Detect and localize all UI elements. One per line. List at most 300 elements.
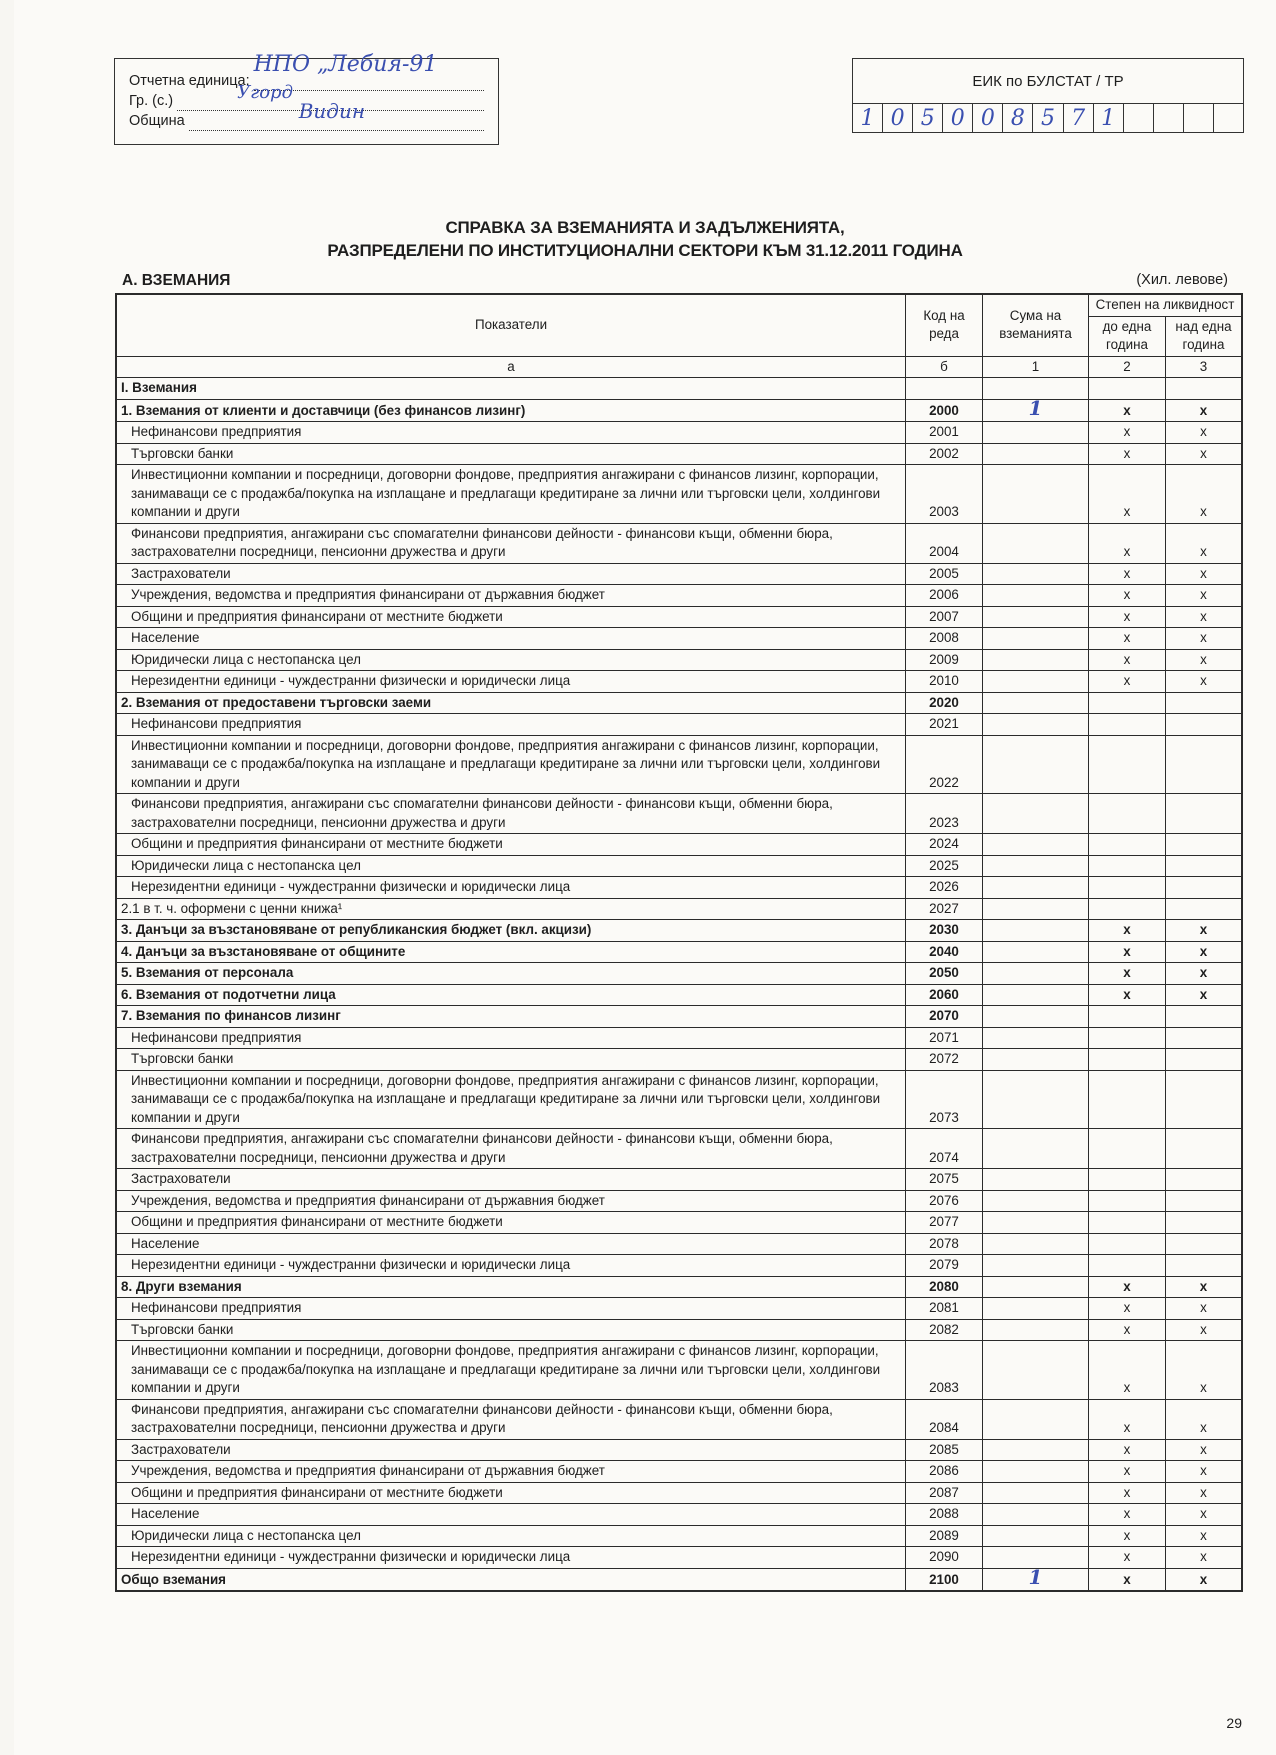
row-code: 2007 (906, 606, 983, 628)
handwritten-value: 1 (1028, 395, 1043, 420)
table-row (116, 920, 1242, 942)
row-code: 2008 (906, 628, 983, 650)
row-sum-input[interactable] (983, 1461, 1089, 1483)
row-liquidity-over-year[interactable] (1166, 855, 1243, 877)
table-body (116, 378, 1242, 1592)
eik-digit[interactable]: 1 (853, 104, 883, 133)
row-code: 2027 (906, 898, 983, 920)
row-liquidity-over-year[interactable] (1166, 898, 1243, 920)
row-sum-input[interactable] (983, 941, 1089, 963)
header-row (116, 294, 1242, 316)
row-code: 2078 (906, 1233, 983, 1255)
row-name: Търговски банки (116, 1319, 906, 1341)
table-row (116, 1255, 1242, 1277)
row-liquidity-up-to-year[interactable] (1089, 714, 1166, 736)
row-name: 2.1 в т. ч. оформени с ценни книжа¹ (116, 898, 906, 920)
row-sum-input[interactable] (983, 692, 1089, 714)
row-name: Нефинансови предприятия (116, 422, 906, 444)
row-liquidity-up-to-year[interactable] (1089, 1027, 1166, 1049)
row-liquidity-over-year[interactable]: x (1166, 585, 1243, 607)
row-code: 2000 (906, 399, 983, 422)
row-code: 2021 (906, 714, 983, 736)
row-liquidity-over-year[interactable]: x (1166, 671, 1243, 693)
row-liquidity-up-to-year[interactable] (1089, 692, 1166, 714)
table-row (116, 1190, 1242, 1212)
index-row (116, 356, 1242, 378)
table-row (116, 692, 1242, 714)
eik-digit[interactable] (1184, 104, 1214, 133)
eik-digit[interactable]: 0 (973, 104, 1003, 133)
row-liquidity-over-year[interactable] (1166, 1049, 1243, 1071)
row-liquidity-over-year[interactable] (1166, 794, 1243, 834)
row-liquidity-up-to-year[interactable]: x (1089, 1399, 1166, 1439)
row-name: Финансови предприятия, ангажирани със спомагателни финансови дейности - финансови къщи, обменни бюра, застрахователни посредници, пенсионни дружества и други (116, 794, 906, 834)
unit-label: Отчетна единица: (129, 73, 250, 89)
row-code: 2080 (906, 1276, 983, 1298)
row-sum-input[interactable] (983, 1341, 1089, 1400)
row-code: 2081 (906, 1298, 983, 1320)
row-name: Търговски банки (116, 443, 906, 465)
col-indicators: Показатели (116, 294, 906, 356)
row-name: 8. Други вземания (116, 1276, 906, 1298)
eik-digit[interactable] (1214, 104, 1243, 133)
row-name: 6. Вземания от подотчетни лица (116, 984, 906, 1006)
table-row (116, 1504, 1242, 1526)
row-liquidity-over-year[interactable]: x (1166, 1439, 1243, 1461)
row-sum-input[interactable] (983, 1070, 1089, 1129)
table-row (116, 1049, 1242, 1071)
row-code: 2005 (906, 563, 983, 585)
row-sum-input[interactable] (983, 877, 1089, 899)
row-sum-input[interactable] (983, 628, 1089, 650)
row-name: Нерезидентни единици - чуждестранни физически и юридически лица (116, 1547, 906, 1569)
row-name: Общини и предприятия финансирани от местните бюджети (116, 834, 906, 856)
eik-digit[interactable]: 1 (1094, 104, 1124, 133)
row-name: Нефинансови предприятия (116, 714, 906, 736)
row-sum-input[interactable] (983, 834, 1089, 856)
row-liquidity-over-year[interactable]: x (1166, 1341, 1243, 1400)
row-liquidity-over-year[interactable]: x (1166, 941, 1243, 963)
eik-cells[interactable] (853, 104, 1243, 133)
row-name: Нерезидентни единици - чуждестранни физически и юридически лица (116, 877, 906, 899)
row-liquidity-over-year[interactable]: x (1166, 1568, 1243, 1591)
row-liquidity-up-to-year[interactable]: x (1089, 1319, 1166, 1341)
row-liquidity-over-year[interactable] (1166, 1212, 1243, 1234)
table-row (116, 606, 1242, 628)
row-liquidity-up-to-year[interactable]: x (1089, 1439, 1166, 1461)
row-liquidity-over-year[interactable] (1166, 1190, 1243, 1212)
row-liquidity-up-to-year[interactable]: x (1089, 920, 1166, 942)
row-liquidity-over-year[interactable]: x (1166, 606, 1243, 628)
row-sum-input[interactable] (983, 1482, 1089, 1504)
table-row (116, 1568, 1242, 1591)
municipality-field[interactable] (189, 99, 484, 131)
document-title (14, 216, 1276, 262)
row-liquidity-up-to-year[interactable]: x (1089, 563, 1166, 585)
table-row (116, 1482, 1242, 1504)
row-code: 2006 (906, 585, 983, 607)
row-name: Юридически лица с нестопанска цел (116, 1525, 906, 1547)
row-code: 2072 (906, 1049, 983, 1071)
row-code: 2083 (906, 1341, 983, 1400)
row-liquidity-up-to-year[interactable] (1089, 1212, 1166, 1234)
row-sum-input[interactable] (983, 1212, 1089, 1234)
index-a: а (116, 356, 906, 378)
city-value: Угорд (237, 82, 293, 103)
row-sum-input[interactable] (983, 563, 1089, 585)
row-name: Учреждения, ведомства и предприятия финансирани от държавния бюджет (116, 585, 906, 607)
row-liquidity-up-to-year[interactable]: x (1089, 649, 1166, 671)
row-name: Учреждения, ведомства и предприятия финансирани от държавния бюджет (116, 1190, 906, 1212)
row-liquidity-up-to-year[interactable] (1089, 898, 1166, 920)
table-row (116, 1006, 1242, 1028)
row-liquidity-up-to-year[interactable] (1089, 1169, 1166, 1191)
eik-digit[interactable]: 7 (1064, 104, 1094, 133)
row-liquidity-up-to-year[interactable]: x (1089, 399, 1166, 422)
row-name: Общо вземания (116, 1568, 906, 1591)
table-row (116, 628, 1242, 650)
row-sum-input[interactable] (983, 1276, 1089, 1298)
row-sum-input[interactable] (983, 465, 1089, 524)
row-liquidity-over-year[interactable]: x (1166, 628, 1243, 650)
row-name: Нефинансови предприятия (116, 1027, 906, 1049)
row-name: 2. Вземания от предоставени търговски заеми (116, 692, 906, 714)
row-liquidity-over-year[interactable] (1166, 1027, 1243, 1049)
table-row (116, 443, 1242, 465)
row-liquidity-up-to-year[interactable]: x (1089, 422, 1166, 444)
row-code: 2079 (906, 1255, 983, 1277)
row-liquidity-up-to-year[interactable] (1089, 877, 1166, 899)
row-name: Финансови предприятия, ангажирани със спомагателни финансови дейности - финансови къщи, обменни бюра, застрахователни посредници, пенсионни дружества и други (116, 1129, 906, 1169)
table-row (116, 1027, 1242, 1049)
row-code: 2010 (906, 671, 983, 693)
row-sum-input[interactable] (983, 1319, 1089, 1341)
row-sum-input[interactable] (983, 1564, 1089, 1591)
row-liquidity-up-to-year[interactable] (1089, 1129, 1166, 1169)
eik-digit[interactable]: 5 (1033, 104, 1063, 133)
table-row (116, 422, 1242, 444)
title-line-1: СПРАВКА ЗА ВЗЕМАНИЯТА И ЗАДЪЛЖЕНИЯТА, (445, 218, 845, 237)
row-code: 2077 (906, 1212, 983, 1234)
table-row (116, 794, 1242, 834)
col-up-to-year: до една година (1089, 316, 1166, 356)
row-liquidity-up-to-year[interactable]: x (1089, 585, 1166, 607)
row-liquidity-up-to-year[interactable]: x (1089, 443, 1166, 465)
row-liquidity-up-to-year[interactable]: x (1089, 465, 1166, 524)
eik-digit[interactable]: 0 (883, 104, 913, 133)
table-row (116, 963, 1242, 985)
table-row (116, 1547, 1242, 1569)
col-over-year: над една година (1166, 316, 1243, 356)
row-code: 2060 (906, 984, 983, 1006)
row-name: Население (116, 1504, 906, 1526)
row-sum-input[interactable] (983, 1190, 1089, 1212)
row-name: Финансови предприятия, ангажирани със спомагателни финансови дейности - финансови къщи, обменни бюра, застрахователни посредници, пенсионни дружества и други (116, 1399, 906, 1439)
table-row (116, 378, 1242, 400)
row-liquidity-over-year[interactable] (1166, 877, 1243, 899)
row-code: 2082 (906, 1319, 983, 1341)
row-name: Общини и предприятия финансирани от местните бюджети (116, 1212, 906, 1234)
unit-value: НПО „Лебия-91 (253, 52, 438, 77)
row-code: 2084 (906, 1399, 983, 1439)
row-name: Нерезидентни единици - чуждестранни физически и юридически лица (116, 671, 906, 693)
eik-digit[interactable]: 0 (943, 104, 973, 133)
row-liquidity-up-to-year[interactable]: x (1089, 1461, 1166, 1483)
table-row (116, 855, 1242, 877)
row-sum-input[interactable] (983, 794, 1089, 834)
row-name: Учреждения, ведомства и предприятия финансирани от държавния бюджет (116, 1461, 906, 1483)
row-liquidity-up-to-year[interactable] (1089, 794, 1166, 834)
row-name: Застрахователи (116, 1169, 906, 1191)
row-liquidity-up-to-year[interactable]: x (1089, 963, 1166, 985)
row-liquidity-up-to-year[interactable] (1089, 834, 1166, 856)
row-code: 2088 (906, 1504, 983, 1526)
row-liquidity-over-year[interactable] (1166, 1169, 1243, 1191)
row-liquidity-over-year[interactable]: x (1166, 649, 1243, 671)
row-name: Застрахователи (116, 1439, 906, 1461)
row-code: 2022 (906, 735, 983, 794)
row-sum-input[interactable] (983, 1169, 1089, 1191)
row-code: 2100 (906, 1568, 983, 1591)
row-code: 2004 (906, 523, 983, 563)
row-code: 2086 (906, 1461, 983, 1483)
row-code: 2003 (906, 465, 983, 524)
row-code: 2009 (906, 649, 983, 671)
eik-digit[interactable]: 5 (913, 104, 943, 133)
row-liquidity-over-year[interactable]: x (1166, 399, 1243, 422)
row-liquidity-up-to-year[interactable]: x (1089, 1547, 1166, 1569)
row-name: Инвестиционни компании и посредници, договорни фондове, предприятия ангажирани с финансов лизинг, корпорации, занимаващи се с продажба/покупка на изплащане и предлагащи кредитиране за лични или търговски цели, холдингови компании и други (116, 465, 906, 524)
index-2: 2 (1089, 356, 1166, 378)
row-sum-input[interactable] (983, 422, 1089, 444)
table-row (116, 1169, 1242, 1191)
table-row (116, 1276, 1242, 1298)
col-sum: Сума на вземанията (983, 294, 1089, 356)
table-row (116, 649, 1242, 671)
row-liquidity-up-to-year[interactable] (1089, 1255, 1166, 1277)
row-sum-input[interactable] (983, 1439, 1089, 1461)
row-sum-input[interactable] (983, 855, 1089, 877)
row-code: 2074 (906, 1129, 983, 1169)
row-name: 1. Вземания от клиенти и доставчици (без финансов лизинг) (116, 399, 906, 422)
row-sum-input[interactable] (983, 1233, 1089, 1255)
row-liquidity-over-year[interactable] (1166, 692, 1243, 714)
row-sum-input[interactable] (983, 671, 1089, 693)
row-liquidity-over-year[interactable] (1166, 1233, 1243, 1255)
row-sum-input[interactable] (983, 1525, 1089, 1547)
table-row (116, 585, 1242, 607)
row-sum-input[interactable] (983, 523, 1089, 563)
row-code: 2087 (906, 1482, 983, 1504)
table-row (116, 1070, 1242, 1129)
row-code: 2002 (906, 443, 983, 465)
reporting-unit-box (114, 52, 499, 145)
row-code (906, 378, 983, 400)
row-liquidity-over-year[interactable] (1166, 735, 1243, 794)
row-liquidity-over-year[interactable]: x (1166, 465, 1243, 524)
row-sum-input[interactable] (983, 395, 1089, 422)
row-sum-input[interactable] (983, 443, 1089, 465)
row-code: 2089 (906, 1525, 983, 1547)
table-row (116, 984, 1242, 1006)
row-sum-input[interactable] (983, 1399, 1089, 1439)
row-liquidity-over-year[interactable]: x (1166, 920, 1243, 942)
row-liquidity-over-year[interactable] (1166, 1070, 1243, 1129)
row-liquidity-up-to-year[interactable]: x (1089, 1568, 1166, 1591)
row-code: 2020 (906, 692, 983, 714)
units-label: (Хил. левове) (1136, 272, 1228, 288)
col-code: Код на реда (906, 294, 983, 356)
row-liquidity-up-to-year[interactable] (1089, 855, 1166, 877)
table-row (116, 834, 1242, 856)
row-name: Население (116, 628, 906, 650)
row-liquidity-over-year[interactable] (1166, 1255, 1243, 1277)
row-liquidity-over-year[interactable] (1166, 714, 1243, 736)
row-liquidity-up-to-year[interactable]: x (1089, 523, 1166, 563)
row-liquidity-over-year[interactable]: x (1166, 443, 1243, 465)
row-sum-input[interactable] (983, 898, 1089, 920)
index-b: б (906, 356, 983, 378)
row-code: 2085 (906, 1439, 983, 1461)
row-liquidity-up-to-year[interactable]: x (1089, 628, 1166, 650)
col-liquidity: Степен на ликвидност (1089, 294, 1243, 316)
row-liquidity-over-year[interactable]: x (1166, 1399, 1243, 1439)
row-liquidity-up-to-year[interactable]: x (1089, 941, 1166, 963)
row-sum-input[interactable] (983, 1027, 1089, 1049)
city-label: Гр. (с.) (129, 93, 174, 109)
table-row (116, 1341, 1242, 1400)
row-sum-input[interactable] (983, 1255, 1089, 1277)
row-sum-input[interactable] (983, 1504, 1089, 1526)
row-name: 7. Вземания по финансов лизинг (116, 1006, 906, 1028)
row-liquidity-over-year[interactable]: x (1166, 422, 1243, 444)
row-sum-input[interactable] (983, 963, 1089, 985)
row-name: Юридически лица с нестопанска цел (116, 855, 906, 877)
row-liquidity-over-year[interactable]: x (1166, 1298, 1243, 1320)
row-name: 5. Вземания от персонала (116, 963, 906, 985)
row-liquidity-up-to-year[interactable] (1089, 1233, 1166, 1255)
row-name: Нерезидентни единици - чуждестранни физически и юридически лица (116, 1255, 906, 1277)
row-name: Общини и предприятия финансирани от местните бюджети (116, 606, 906, 628)
row-sum-input[interactable] (983, 649, 1089, 671)
row-liquidity-up-to-year[interactable]: x (1089, 1276, 1166, 1298)
row-sum-input[interactable] (983, 920, 1089, 942)
row-liquidity-over-year[interactable]: x (1166, 1547, 1243, 1569)
row-liquidity-up-to-year[interactable]: x (1089, 1525, 1166, 1547)
row-name: Финансови предприятия, ангажирани със спомагателни финансови дейности - финансови къщи, обменни бюра, застрахователни посредници, пенсионни дружества и други (116, 523, 906, 563)
row-liquidity-over-year[interactable]: x (1166, 963, 1243, 985)
row-sum-input[interactable] (983, 585, 1089, 607)
row-liquidity-up-to-year[interactable] (1089, 378, 1166, 400)
row-sum-input[interactable] (983, 1006, 1089, 1028)
row-sum-input[interactable] (983, 735, 1089, 794)
row-name: Население (116, 1233, 906, 1255)
row-code: 2076 (906, 1190, 983, 1212)
row-liquidity-over-year[interactable] (1166, 378, 1243, 400)
row-code: 2050 (906, 963, 983, 985)
row-liquidity-over-year[interactable]: x (1166, 1319, 1243, 1341)
row-liquidity-over-year[interactable]: x (1166, 1276, 1243, 1298)
table-row (116, 735, 1242, 794)
row-sum-input[interactable] (983, 1129, 1089, 1169)
table-row (116, 1439, 1242, 1461)
handwritten-value: 1 (1028, 1564, 1043, 1589)
row-liquidity-over-year[interactable] (1166, 834, 1243, 856)
row-liquidity-up-to-year[interactable] (1089, 1006, 1166, 1028)
row-liquidity-over-year[interactable]: x (1166, 1525, 1243, 1547)
unit-line (129, 52, 484, 91)
row-liquidity-up-to-year[interactable]: x (1089, 1482, 1166, 1504)
table-row (116, 1525, 1242, 1547)
table-row (116, 1399, 1242, 1439)
row-liquidity-over-year[interactable]: x (1166, 984, 1243, 1006)
row-liquidity-over-year[interactable] (1166, 1006, 1243, 1028)
table-row (116, 563, 1242, 585)
eik-digit[interactable] (1154, 104, 1184, 133)
row-liquidity-over-year[interactable]: x (1166, 563, 1243, 585)
row-liquidity-up-to-year[interactable] (1089, 1190, 1166, 1212)
row-code: 2026 (906, 877, 983, 899)
row-name: Общини и предприятия финансирани от местните бюджети (116, 1482, 906, 1504)
row-liquidity-up-to-year[interactable]: x (1089, 606, 1166, 628)
row-code: 2001 (906, 422, 983, 444)
row-liquidity-over-year[interactable]: x (1166, 1461, 1243, 1483)
row-sum-input[interactable] (983, 1049, 1089, 1071)
title-line-2: РАЗПРЕДЕЛЕНИ ПО ИНСТИТУЦИОНАЛНИ СЕКТОРИ КЪМ 31.12.2011 ГОДИНА (327, 241, 963, 260)
row-code: 2070 (906, 1006, 983, 1028)
eik-box (852, 58, 1244, 133)
row-liquidity-up-to-year[interactable] (1089, 735, 1166, 794)
row-name: 4. Данъци за възстановяване от общините (116, 941, 906, 963)
row-code: 2025 (906, 855, 983, 877)
row-liquidity-up-to-year[interactable]: x (1089, 984, 1166, 1006)
row-name: Инвестиционни компании и посредници, договорни фондове, предприятия ангажирани с финансов лизинг, корпорации, занимаващи се с продажба/покупка на изплащане и предлагащи кредитиране за лични или търговски цели, холдингови компании и други (116, 1341, 906, 1400)
row-liquidity-up-to-year[interactable] (1089, 1049, 1166, 1071)
row-liquidity-up-to-year[interactable]: x (1089, 1298, 1166, 1320)
row-name: Застрахователи (116, 563, 906, 585)
row-sum-input[interactable] (983, 714, 1089, 736)
table-row (116, 898, 1242, 920)
eik-digit[interactable] (1124, 104, 1154, 133)
row-code: 2023 (906, 794, 983, 834)
row-sum-input[interactable] (983, 606, 1089, 628)
table-row (116, 877, 1242, 899)
row-liquidity-up-to-year[interactable]: x (1089, 1341, 1166, 1400)
row-sum-input[interactable] (983, 984, 1089, 1006)
row-liquidity-up-to-year[interactable] (1089, 1070, 1166, 1129)
table-row (116, 399, 1242, 422)
row-name: I. Вземания (116, 378, 906, 400)
table-row (116, 1129, 1242, 1169)
row-code: 2090 (906, 1547, 983, 1569)
document-page (14, 0, 1276, 1755)
eik-digit[interactable]: 8 (1003, 104, 1033, 133)
table-row (116, 1461, 1242, 1483)
eik-title: ЕИК по БУЛСТАТ / ТР (853, 59, 1243, 104)
row-liquidity-up-to-year[interactable]: x (1089, 671, 1166, 693)
row-sum-input[interactable] (983, 1298, 1089, 1320)
row-liquidity-over-year[interactable]: x (1166, 523, 1243, 563)
table-row (116, 1319, 1242, 1341)
row-liquidity-over-year[interactable]: x (1166, 1482, 1243, 1504)
row-liquidity-up-to-year[interactable]: x (1089, 1504, 1166, 1526)
table-row (116, 714, 1242, 736)
index-3: 3 (1166, 356, 1243, 378)
row-liquidity-over-year[interactable]: x (1166, 1504, 1243, 1526)
row-liquidity-over-year[interactable] (1166, 1129, 1243, 1169)
row-name: Инвестиционни компании и посредници, договорни фондове, предприятия ангажирани с финансов лизинг, корпорации, занимаващи се с продажба/покупка на изплащане и предлагащи кредитиране за лични или търговски цели, холдингови компании и други (116, 1070, 906, 1129)
municipality-label: Община (129, 113, 185, 129)
